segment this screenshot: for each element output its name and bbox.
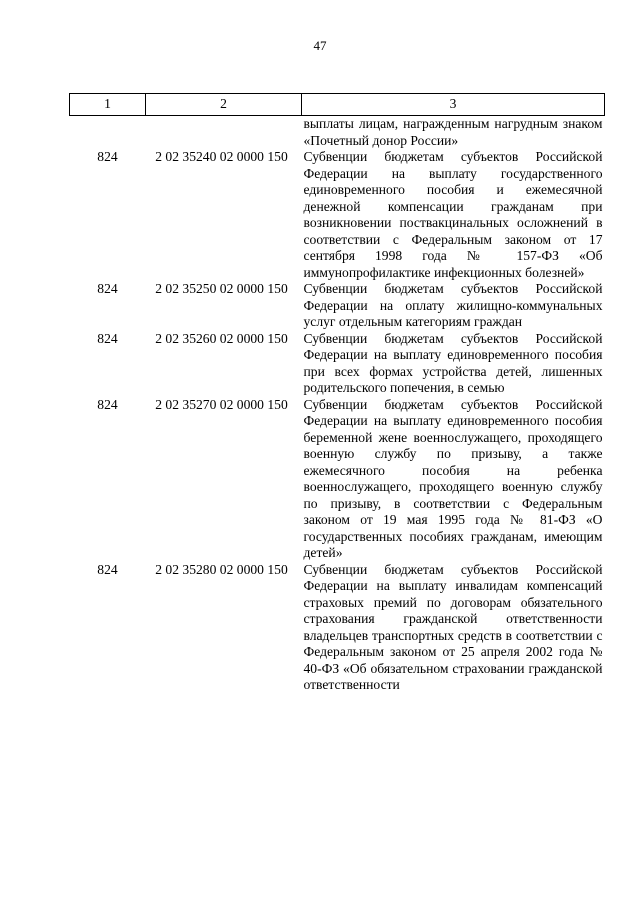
admin-code: 824 [97,561,118,577]
admin-code: 824 [97,281,118,296]
continuation-text: выплаты лицам, награжденным нагрудным знаком «Почетный донор России» [303,116,603,148]
table-row [70,331,605,397]
table-row [70,397,605,562]
admin-code: 824 [97,149,118,164]
page-number: 47 [313,38,327,53]
income-codes-table [69,93,605,694]
income-description: Субвенции бюджетам субъектов Российской Федерации на выплату единовременного пособия при всех формах устройства детей, лишенных родительского попечения, в семью [303,330,603,395]
column-header-2: 2 [146,94,302,116]
budget-code: 2 02 35240 02 0000 150 [155,149,288,164]
column-header-3: 3 [302,94,605,116]
column-header-1: 1 [70,94,146,116]
table-row [70,562,605,694]
income-description: Субвенции бюджетам субъектов Российской Федерации на выплату государственного единовременного пособия и ежемесячной денежной компенсации гражданам при возникновении поствакцинальных осложнений в соответствии с Федеральным законом от 17 сентября 1998 года № 157-ФЗ «Об иммунопрофилактике инфекционных болезней» [303,149,603,280]
budget-code: 2 02 35250 02 0000 150 [155,281,288,296]
admin-code: 824 [97,330,118,346]
budget-code: 2 02 35260 02 0000 150 [155,330,288,346]
table-header-row [70,94,605,116]
budget-code: 2 02 35280 02 0000 150 [155,561,288,577]
budget-code: 2 02 35270 02 0000 150 [155,396,288,412]
income-description: Субвенции бюджетам субъектов Российской Федерации на выплату единовременного пособия беременной жене военнослужащего, проходящего военную службу по призыву, а также ежемесячного пособия на ребенка военнослужащего, проходящего военную службу по призыву, в соответствии с Федеральным законом от 19 мая 1995 года № 81-ФЗ «О государственных пособиях гражданам, имеющим детей» [303,396,603,560]
income-description: Субвенции бюджетам субъектов Российской Федерации на выплату инвалидам компенсаций страховых премий по договорам обязательного страхования гражданской ответственности владельцев транспортных средств в соответствии с Федеральным законом от 25 апреля 2002 года № 40-ФЗ «Об обязательном страховании гражданской ответственности [303,561,603,692]
table-row [70,281,605,331]
table-row [70,149,605,281]
table-row-continuation [70,116,605,150]
admin-code: 824 [97,396,118,412]
income-description: Субвенции бюджетам субъектов Российской Федерации на оплату жилищно-коммунальных услуг отдельным категориям граждан [303,281,603,329]
